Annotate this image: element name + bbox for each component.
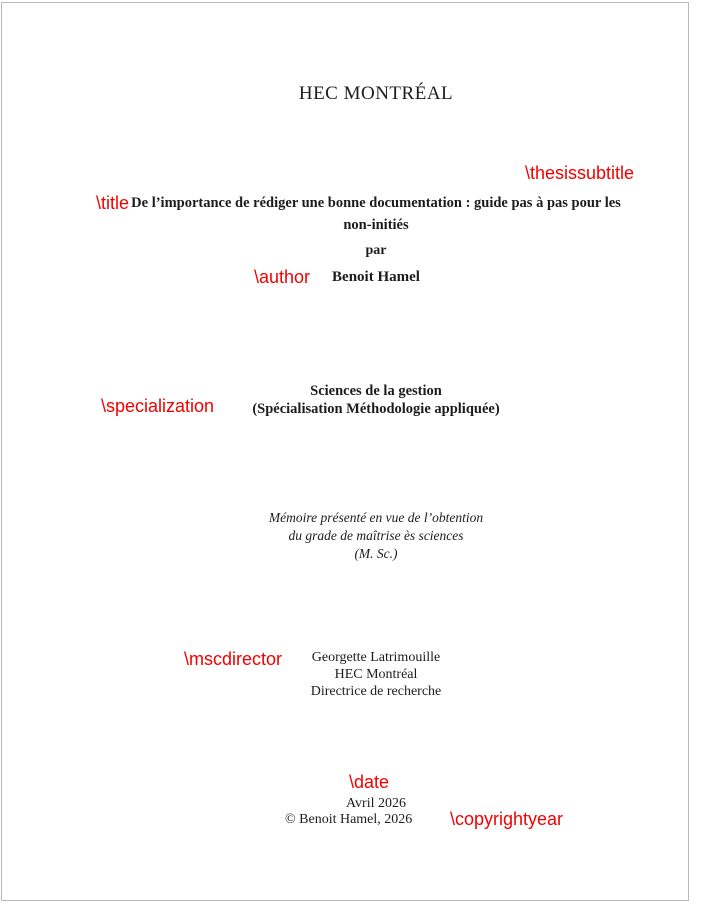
director-role: Directrice de recherche [310,684,442,699]
byline-par: par [365,243,387,258]
thesis-title [64,192,688,236]
director-name: Georgette Latrimouille [311,650,441,665]
specialization [64,382,688,418]
latex-command-thesissubtitle: \thesissubtitle [524,163,634,183]
copyright-notice: © Benoit Hamel, 2026 [285,812,413,827]
degree-statement-line1: Mémoire présenté en vue de l’obtention [268,510,484,525]
thesis-date: Avril 2026 [345,796,406,811]
latex-command-author: \author [254,267,311,287]
specialization-line2: (Spécialisation Méthodologie appliquée) [252,401,500,417]
latex-command-title: \title [96,193,130,213]
latex-command-mscdirector: \mscdirector [184,649,283,669]
institution-name: HEC MONTRÉAL [298,83,454,104]
director-info [64,649,688,700]
degree-statement [64,509,688,563]
specialization-line1: Sciences de la gestion [310,383,442,399]
director-institution: HEC Montréal [334,667,418,682]
author-name: Benoit Hamel [332,269,420,285]
thesis-title-line2: non-initiés [343,217,409,233]
degree-statement-line2: du grade de maîtrise ès sciences [288,528,464,543]
latex-command-specialization: \specialization [101,396,215,416]
thesis-title-page [1,2,689,901]
degree-statement-line3: (M. Sc.) [354,546,398,561]
latex-command-date: \date [348,772,390,792]
thesis-title-line1: De l’importance de rédiger une bonne documentation : guide pas à pas pour les [131,195,621,211]
latex-command-copyrightyear: \copyrightyear [450,809,564,829]
